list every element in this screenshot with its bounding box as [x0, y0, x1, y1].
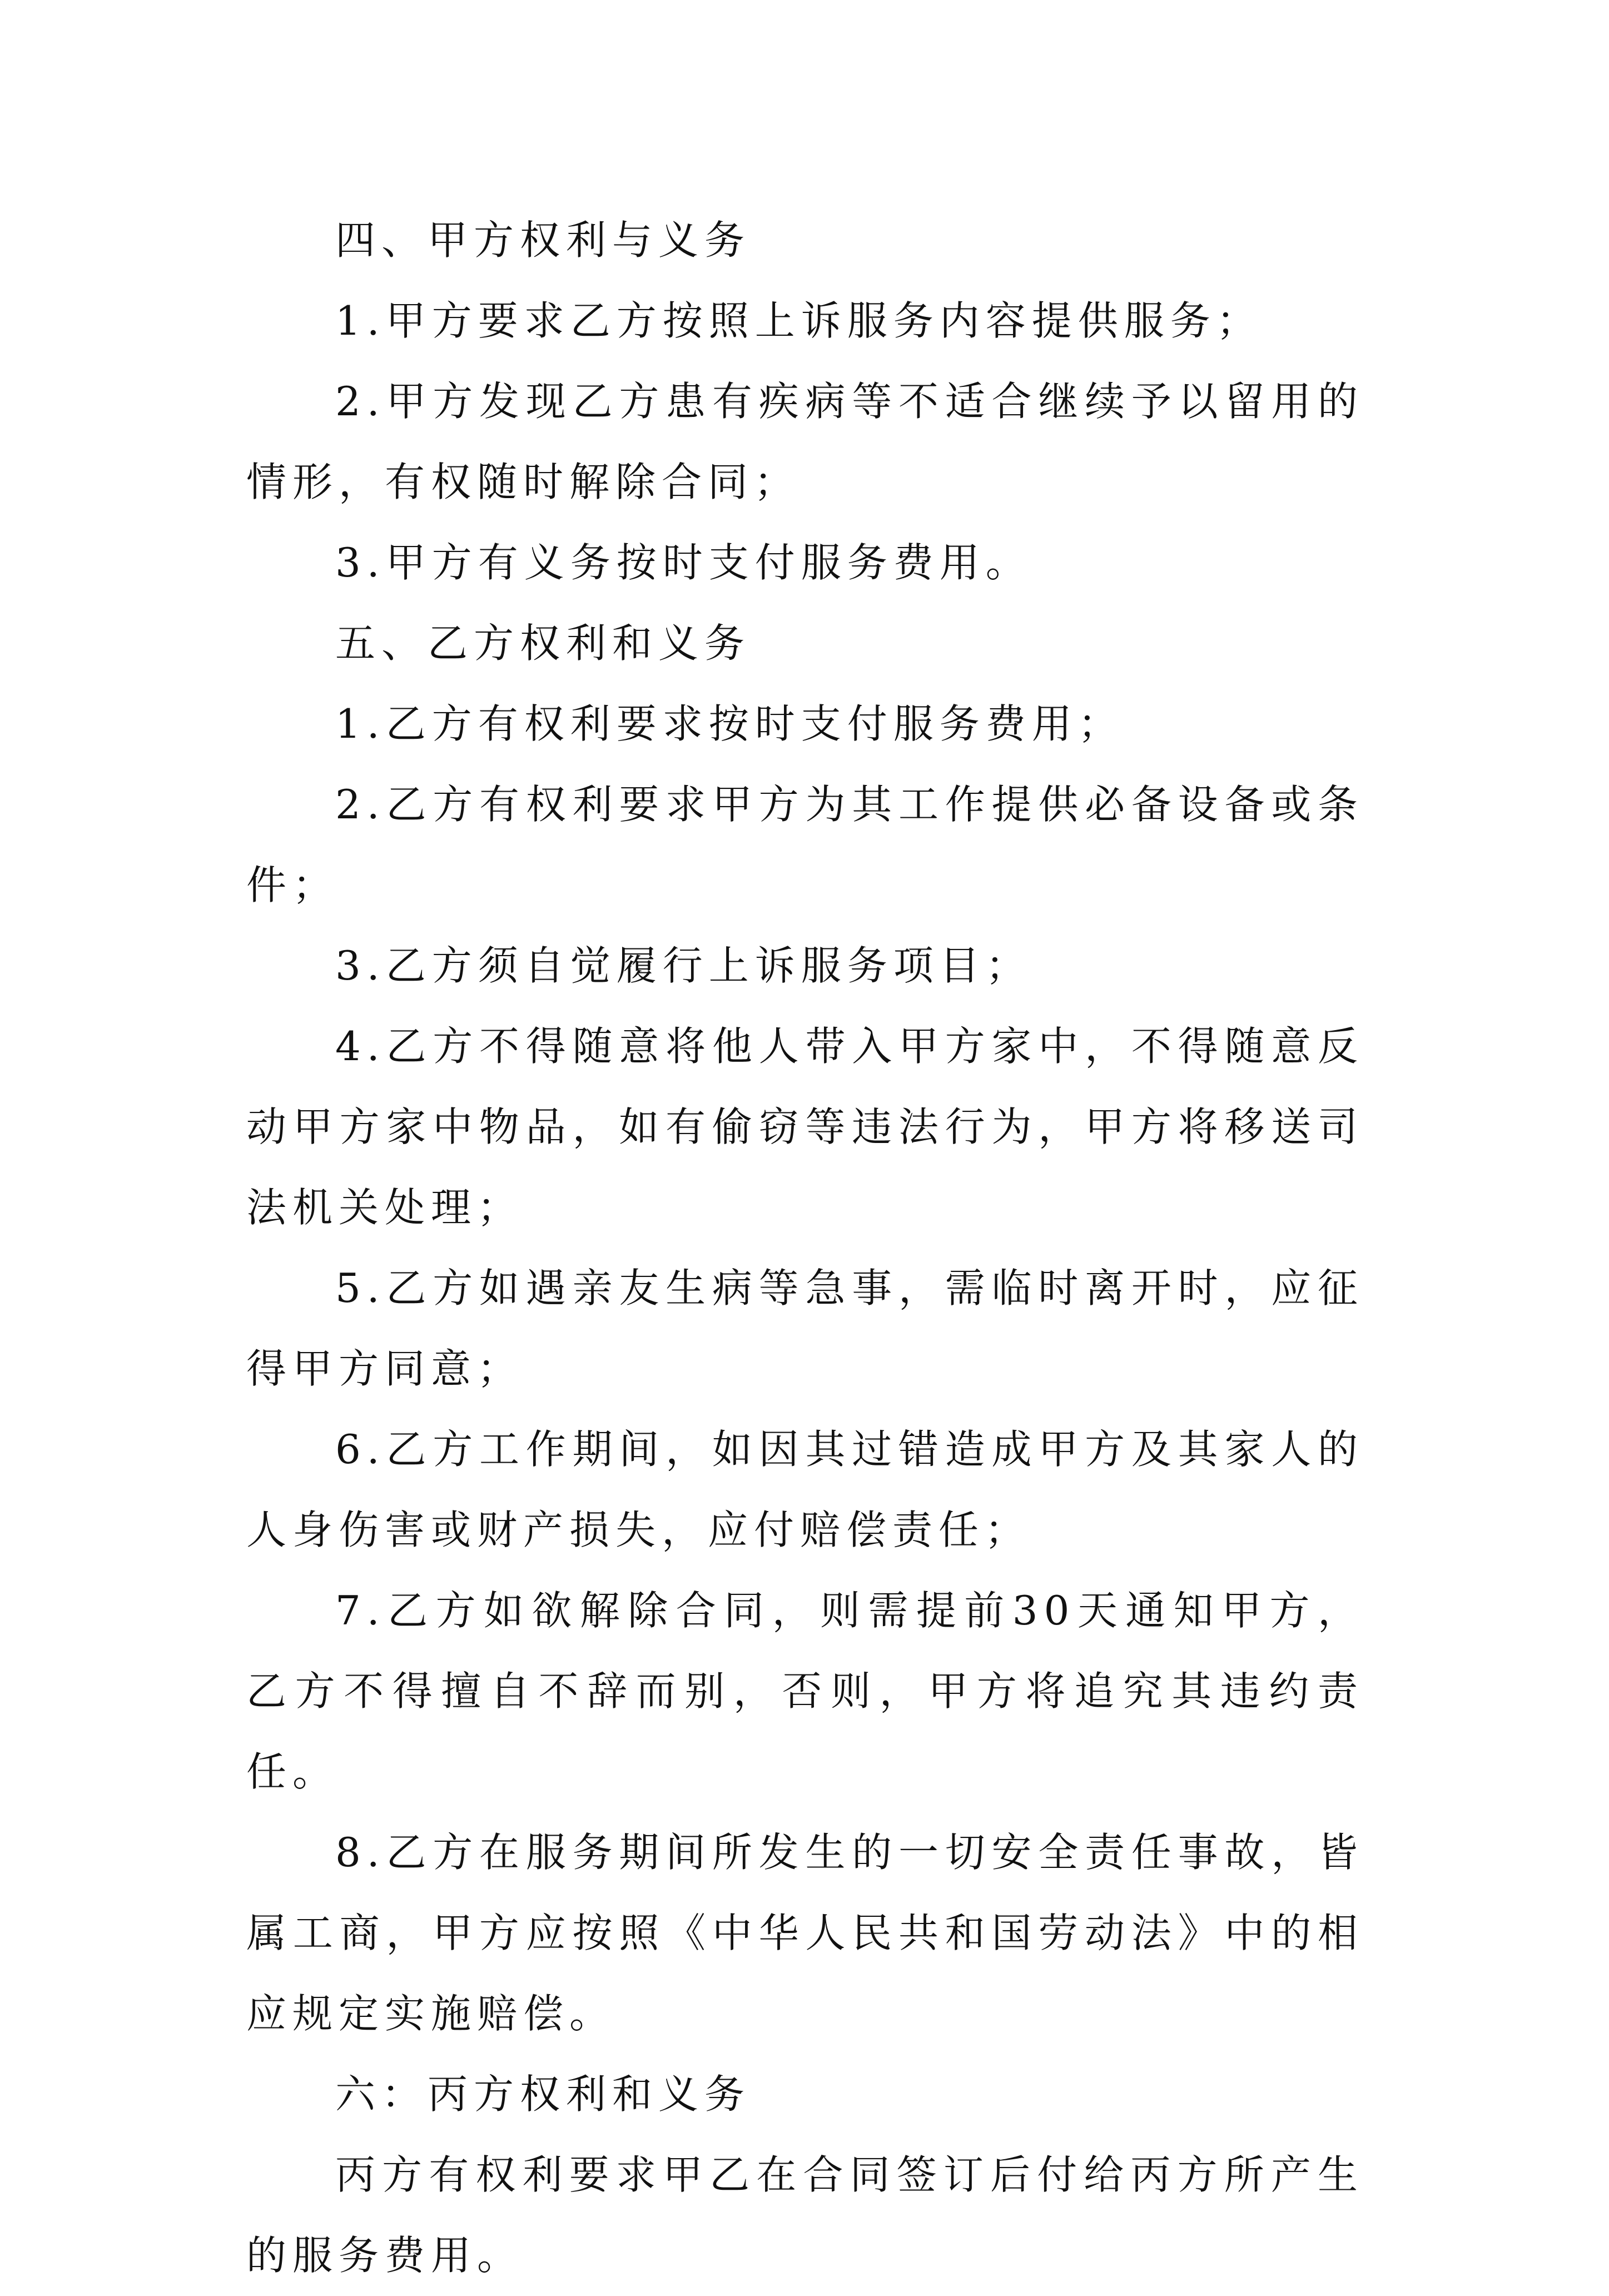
section-six-heading: 六：丙方权利和义务 [335, 2071, 751, 2118]
party-b-clause-1: 1.乙方有权利要求按时支付服务费用； [335, 700, 1124, 747]
document-body [246, 200, 1364, 2296]
party-b-clause-3: 3.乙方须自觉履行上诉服务项目； [335, 942, 1032, 989]
party-a-clause-1: 1.甲方要求乙方按照上诉服务内容提供服务； [335, 297, 1263, 344]
section-four-heading: 四、甲方权利与义务 [335, 217, 751, 264]
party-b-clause-7: 7.乙方如欲解除合同，则需提前30天通知甲方，乙方不得擅自不辞而别，否则，甲方将追究其违约责任。 [246, 1587, 1364, 1795]
party-b-clause-4: 4.乙方不得随意将他人带入甲方家中，不得随意反动甲方家中物品，如有偷窃等违法行为，甲方将移送司法机关处理； [246, 1023, 1364, 1231]
party-b-clause-2: 2.乙方有权利要求甲方为其工作提供必备设备或条件； [246, 781, 1364, 908]
party-b-clause-6: 6.乙方工作期间，如因其过错造成甲方及其家人的人身伤害或财产损失，应付赔偿责任； [246, 1426, 1364, 1553]
party-b-clause-8: 8.乙方在服务期间所发生的一切安全责任事故，皆属工商，甲方应按照《中华人民共和国劳动法》中的相应规定实施赔偿。 [246, 1829, 1364, 2037]
party-c-clause-1: 丙方有权利要求甲乙在合同签订后付给丙方所产生的服务费用。 [246, 2151, 1364, 2279]
party-b-clause-5: 5.乙方如遇亲友生病等急事，需临时离开时，应征得甲方同意； [246, 1265, 1364, 1392]
section-five-heading: 五、乙方权利和义务 [335, 620, 751, 667]
party-a-clause-3: 3.甲方有义务按时支付服务费用。 [335, 539, 1032, 586]
party-a-clause-2: 2.甲方发现乙方患有疾病等不适合继续予以留用的情形，有权随时解除合同； [246, 378, 1364, 505]
